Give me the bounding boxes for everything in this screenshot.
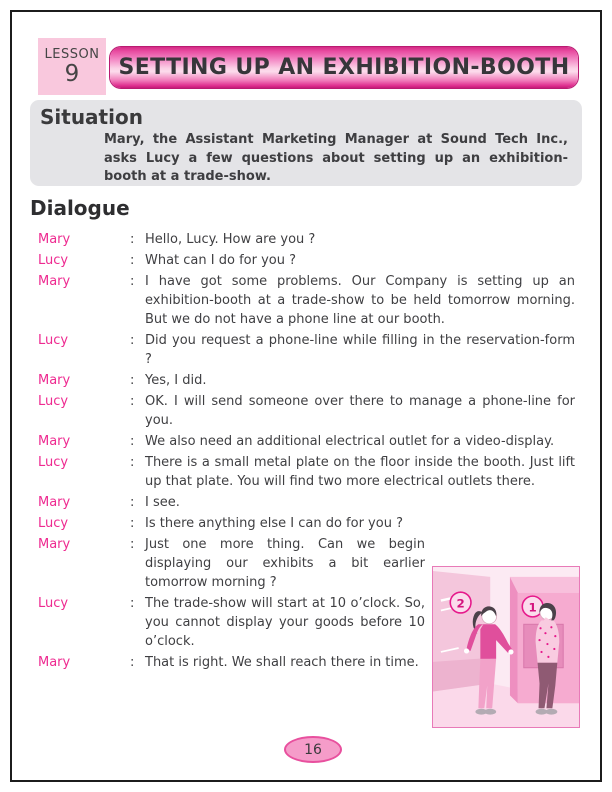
dialogue-text: That is right. We shall reach there in time. [145, 655, 419, 670]
speaker-name: Lucy [38, 253, 69, 268]
situation-section [30, 100, 582, 186]
speaker-name: Mary [38, 434, 71, 449]
dialogue-text: We also need an additional electrical outlet for a video-display. [145, 434, 555, 449]
dialogue-text: What can I do for you ? [145, 253, 297, 268]
colon-separator: : [130, 655, 135, 670]
dialogue-line [38, 230, 575, 249]
colon-separator: : [130, 274, 135, 289]
dialogue-text: Did you request a phone-line while filling in the reservation-form ? [145, 333, 575, 367]
dialogue-text: Is there anything else I can do for you ? [145, 516, 403, 531]
right-booth-top [510, 577, 579, 593]
colon-separator: : [130, 394, 135, 409]
colon-separator: : [130, 455, 135, 470]
exhibition-illustration [432, 566, 580, 728]
colon-separator: : [130, 516, 135, 531]
dialogue-line [38, 535, 425, 592]
colon-separator: : [130, 232, 135, 247]
speaker-name: Mary [38, 655, 71, 670]
dialogue-line [38, 653, 425, 672]
booth-1-number: 1 [528, 600, 537, 615]
speaker-name: Mary [38, 232, 71, 247]
situation-heading: Situation [40, 105, 143, 129]
page-number-badge [284, 736, 342, 763]
colon-separator: : [130, 596, 135, 611]
dialogue-heading: Dialogue [30, 196, 130, 220]
dialogue-text: The trade-show will start at 10 o’clock. So, you cannot display your goods before 10 o’clock. [145, 596, 425, 649]
speaker-name: Lucy [38, 333, 69, 348]
dialogue-line [38, 432, 575, 451]
dialogue-line [38, 453, 575, 491]
lesson-badge [38, 38, 106, 95]
dialogue-line [38, 594, 425, 651]
colon-separator: : [130, 495, 135, 510]
colon-separator: : [130, 537, 135, 552]
speaker-name: Mary [38, 373, 71, 388]
booth-2-number: 2 [456, 596, 465, 611]
booth-scene-graphic [433, 567, 579, 727]
speaker-name: Mary [38, 495, 71, 510]
dialogue-text: Yes, I did. [145, 373, 207, 388]
dialogue-text: Just one more thing. Can we begin displaying our exhibits a bit earlier tomorrow morning ? [145, 537, 425, 590]
lesson-title: SETTING UP AN EXHIBITION-BOOTH [118, 55, 570, 80]
dialogue-line [38, 514, 575, 533]
speaker-name: Mary [38, 274, 71, 289]
speaker-name: Lucy [38, 516, 69, 531]
speaker-name: Lucy [38, 455, 69, 470]
dialogue-text: OK. I will send someone over there to manage a phone-line for you. [145, 394, 575, 428]
dialogue-text: Hello, Lucy. How are you ? [145, 232, 316, 247]
lesson-number: 9 [64, 61, 80, 87]
dialogue-line [38, 331, 575, 369]
situation-text: Mary, the Assistant Marketing Manager at Sound Tech Inc., asks Lucy a few questions about setting up an exhibition-booth at a trade-show. [104, 132, 568, 184]
dialogue-line [38, 493, 575, 512]
colon-separator: : [130, 253, 135, 268]
dialogue-text: There is a small metal plate on the floor inside the booth. Just lift up that plate. You will find two more electrical outlets there. [145, 455, 575, 489]
colon-separator: : [130, 373, 135, 388]
dialogue-text: I see. [145, 495, 180, 510]
dialogue-line [38, 392, 575, 430]
page-number: 16 [304, 741, 322, 758]
dialogue-line [38, 272, 575, 329]
colon-separator: : [130, 434, 135, 449]
right-booth-side [510, 577, 518, 703]
speaker-name: Lucy [38, 394, 69, 409]
speaker-name: Mary [38, 537, 71, 552]
colon-separator: : [130, 333, 135, 348]
speaker-name: Lucy [38, 596, 69, 611]
dialogue-line [38, 371, 575, 390]
dialogue-line [38, 251, 575, 270]
lesson-label: LESSON [44, 47, 100, 62]
lesson-title-bar [110, 47, 578, 88]
dialogue-text: I have got some problems. Our Company is setting up an exhibition-booth at a trade-show to be held tomorrow morning. But we do not have a phone line at our booth. [145, 274, 575, 327]
